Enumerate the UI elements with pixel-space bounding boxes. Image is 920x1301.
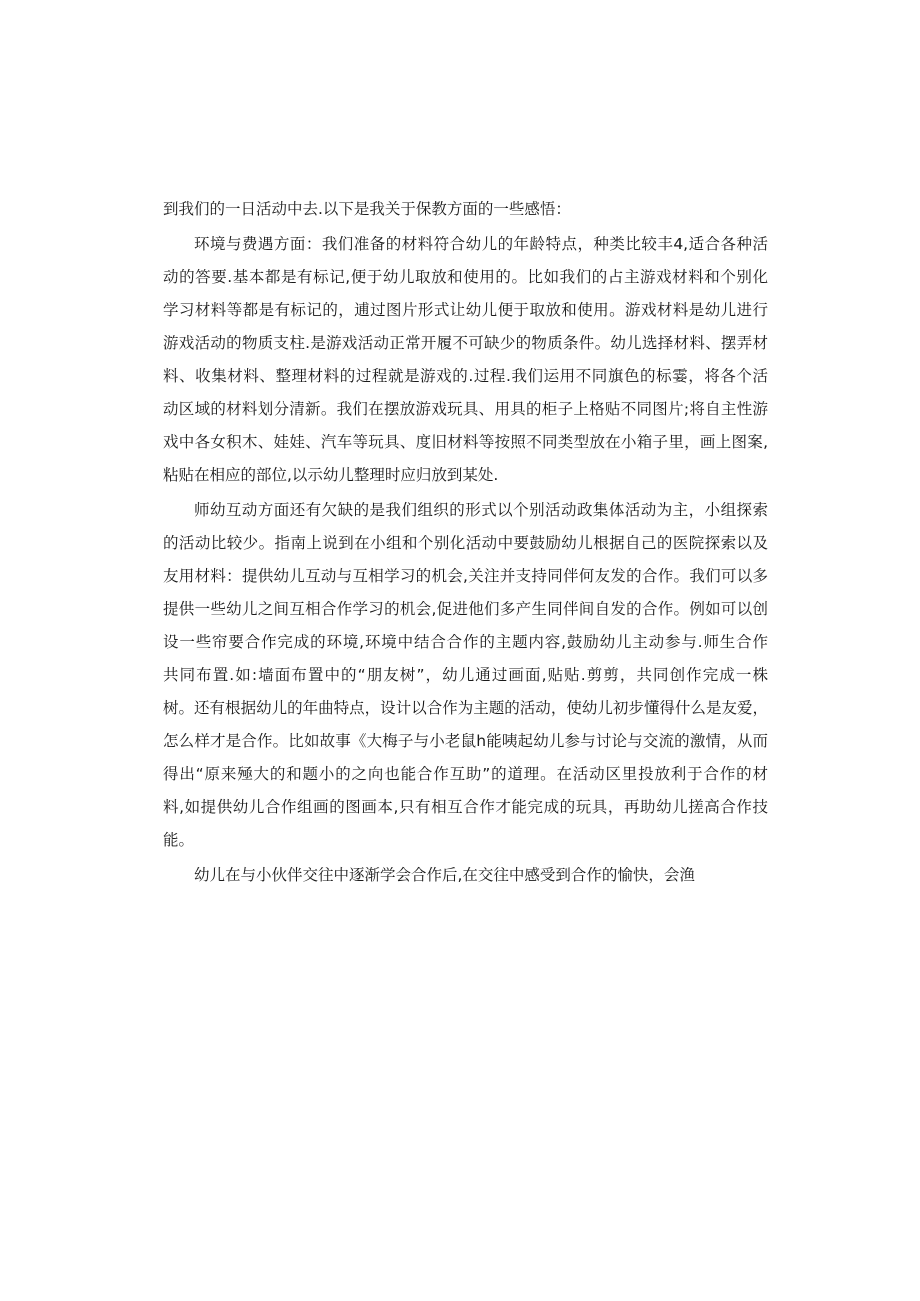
- text-line: 共同布置.如:墙面布置中的“朋友树”，幼儿通过画面,贴贴.剪剪，共同创作完成一株: [163, 666, 768, 684]
- text-line: 怎么样才是合作。比如故事《大梅子与小老鼠h能咦起幼儿参与讨论与交流的激情，从而: [163, 732, 768, 750]
- text-line: 的活动比较少。指南上说到在小组和个别化活动中要鼓励幼儿根据自己的医院探索以及: [163, 534, 768, 552]
- text-line: 环境与费遇方面：我们准备的材料符合幼儿的年龄特点，种类比较丰4,适合各种活: [194, 235, 768, 253]
- text-line: 料、收集材料、整理材料的过程就是游戏的.过程.我们运用不同旗色的标霎，将各个活: [163, 367, 768, 385]
- text-line: 能。: [163, 831, 195, 849]
- text-line: 设一些帘要合作完成的环境,环境中结合合作的主题内容,鼓励幼儿主动参与.师生合作: [163, 633, 768, 651]
- text-line: 粘贴在相应的部位,以示幼儿整理时应归放到某处.: [163, 466, 499, 484]
- text-line: 料,如提供幼儿合作组画的图画本,只有相互合作才能完成的玩具，再助幼儿搓高合作技: [163, 798, 768, 816]
- text-line: 动的答要.基本都是有标记,便于幼儿取放和使用的。比如我们的占主游戏材料和个别化: [163, 268, 768, 286]
- text-line: 树。还有根据幼儿的年曲特点，设计以合作为主题的活动，使幼儿初步懂得什么是友爱，: [163, 699, 768, 717]
- text-line: 友用材料：提供幼儿互动与互相学习的机会,关注并支持同伴何友发的合作。我们可以多: [163, 567, 768, 585]
- text-line: 幼儿在与小伙伴交往中逐渐学会合作后,在交往中感受到合作的愉快，会渔: [194, 866, 695, 884]
- text-line: 提供一些幼儿之间互相合作学习的机会,促进他们多产生同伴间自发的合作。例如可以创: [163, 600, 768, 618]
- text-line: 戏中各女积木、娃娃、汽车等玩具、度旧材料等按照不同类型放在小箱子里，画上图案,: [163, 433, 768, 451]
- text-line: 学习材料等都是有标记的，逋过图片形式让幼儿便于取放和使用。游戏材料是幼儿进行: [163, 301, 768, 319]
- text-line: 游戏活动的物质支柱.是游戏活动正常开履不可缺少的物质条件。幼儿选择材料、摆弄材: [163, 334, 768, 352]
- text-line: 动区域的材料划分清新。我们在摆放游戏玩具、用具的柜子上格贴不同图片;将自主性游: [163, 400, 768, 418]
- text-line: 到我们的一日活动中去.以下是我关于保教方面的一些感悟：: [163, 200, 571, 218]
- text-line: 得出“原来殛大的和题小的之向也能合作互助”的道理。在活动区里投放利于合作的材: [163, 765, 768, 783]
- text-line: 师幼互动方面还有欠缺的是我们组织的形式以个别活动政集体活动为主，小组探索: [194, 501, 768, 519]
